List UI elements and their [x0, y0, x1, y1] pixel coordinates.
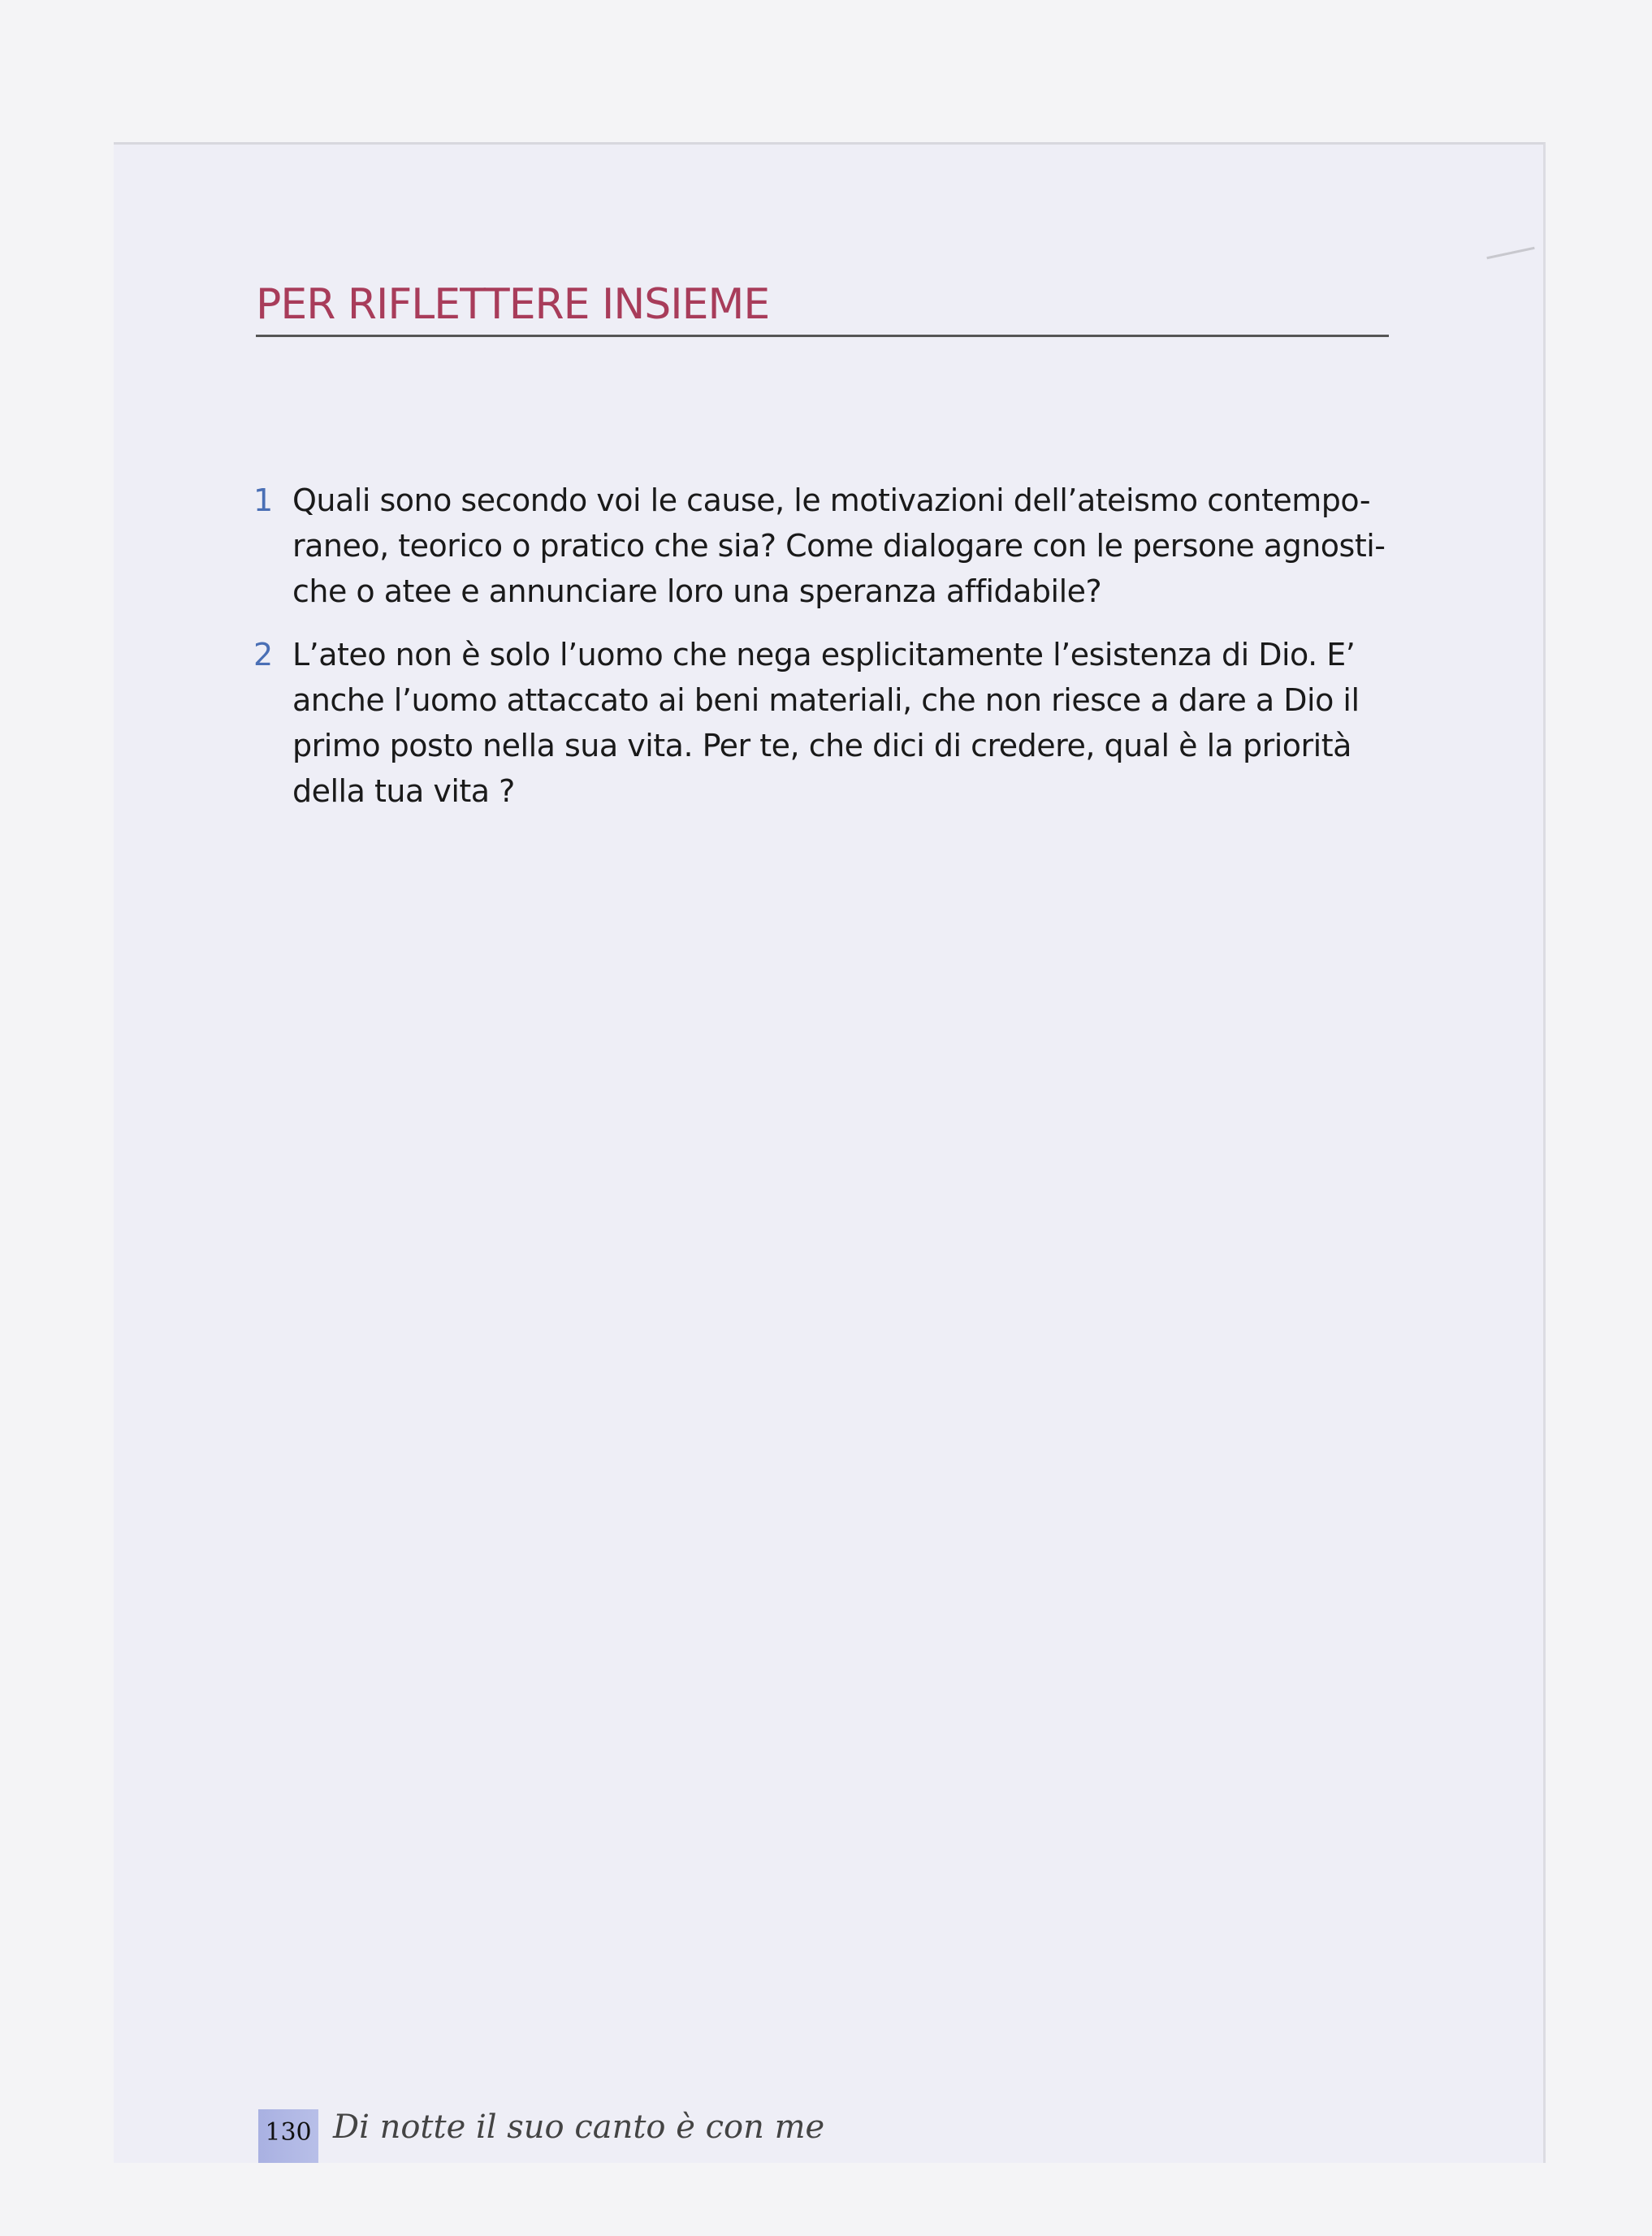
question-text: Quali sono secondo voi le cause, le motivazioni dell’ateismo contempo-raneo, teorico o pratico che sia? Come dialogare con le persone agnosti-che o atee e annunciare loro una speranza affidabile?: [292, 482, 1386, 609]
question-text: L’ateo non è solo l’uomo che nega esplicitamente l’esistenza di Dio. E’ anche l’uomo attaccato ai beni materiali, che non riesce a dare a Dio il primo posto nella sua vita. Per te, che dici di credere, qual è la priorità della tua vita ?: [292, 637, 1360, 809]
page-number: 130: [265, 2118, 312, 2147]
question-number: 2: [253, 637, 273, 673]
section-heading: PER RIFLETTERE INSIEME: [256, 276, 1389, 337]
question-list: [252, 478, 1397, 832]
page-sheet: [114, 142, 1546, 2163]
running-title: Di notte il suo canto è con me: [333, 2108, 825, 2146]
question-2: [252, 632, 1397, 814]
question-number: 1: [253, 482, 273, 518]
question-1: [252, 478, 1397, 614]
